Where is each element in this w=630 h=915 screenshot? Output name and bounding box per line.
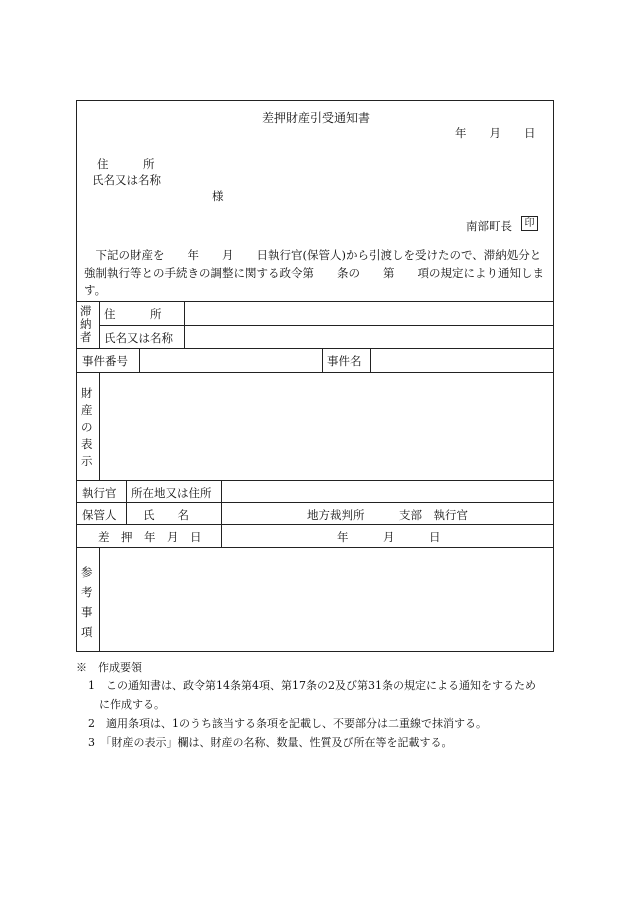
date-line: 年 月 日: [455, 126, 536, 140]
form-title: 差押財産引受通知書: [262, 111, 371, 125]
taxpayer-address-label: 住 所: [104, 307, 162, 321]
issuer-name: 南部町長: [466, 219, 512, 233]
vline-taxpayer-value: [184, 301, 185, 348]
case-number-label: 事件番号: [82, 354, 128, 368]
vline-case-name-left: [322, 348, 323, 372]
line-property-bottom: [76, 480, 554, 481]
note-item-1-cont: に作成する。: [99, 698, 165, 711]
honorific: 様: [212, 189, 224, 203]
custodian-label: 保管人: [82, 508, 117, 522]
court-line: 地方裁判所 支部 執行官: [307, 508, 468, 522]
property-label: 財 産 の 表 示: [81, 386, 93, 468]
seal-stamp: 印: [521, 216, 538, 231]
remarks-label: 参 考 事 項: [81, 565, 93, 639]
line-header-bottom: [76, 301, 554, 302]
seizure-date-value: 年 月 日: [337, 530, 441, 544]
vline-bailiff: [126, 480, 127, 524]
bailiff-label: 執行官: [82, 486, 117, 500]
location-label: 所在地又は住所: [131, 486, 212, 500]
vline-property: [99, 372, 100, 480]
notes-header: ※ 作成要領: [76, 661, 142, 674]
custodian-name-label: 氏 名: [143, 508, 189, 522]
vline-location: [221, 480, 222, 547]
line-case-bottom: [76, 372, 554, 373]
vline-case-name-right: [370, 348, 371, 372]
vline-taxpayer: [99, 301, 100, 348]
vline-case-number: [139, 348, 140, 372]
note-item-2: 2 適用条項は、1のうち該当する条項を記載し、不要部分は二重線で抹消する。: [88, 717, 487, 730]
vline-remarks: [99, 547, 100, 652]
line-taxpayer-bottom: [76, 348, 554, 349]
line-taxpayer-mid: [99, 325, 554, 326]
taxpayer-label: 滞 納 者: [80, 304, 92, 344]
note-item-1: 1 この通知書は、政令第14条第4項、第17条の2及び第31条の規定による通知をするため: [88, 679, 536, 692]
case-name-label: 事件名: [327, 354, 362, 368]
line-custodian-bottom: [76, 524, 554, 525]
body-paragraph: 下記の財産を 年 月 日執行官(保管人)から引渡しを受けたので、滞納処分と強制執行等との手続きの調整に関する政令第 条の 第 項の規定により通知します。: [84, 248, 544, 297]
line-seizure-bottom: [76, 547, 554, 548]
note-item-3: 3 「財産の表示」欄は、財産の名称、数量、性質及び所在等を記載する。: [88, 736, 453, 749]
taxpayer-name-label: 氏名又は名称: [104, 331, 173, 345]
name-label: 氏名又は名称: [92, 173, 161, 187]
seizure-date-label: 差 押 年 月 日: [98, 530, 202, 544]
line-bailiff-bottom: [76, 502, 554, 503]
address-label: 住 所: [97, 157, 155, 171]
